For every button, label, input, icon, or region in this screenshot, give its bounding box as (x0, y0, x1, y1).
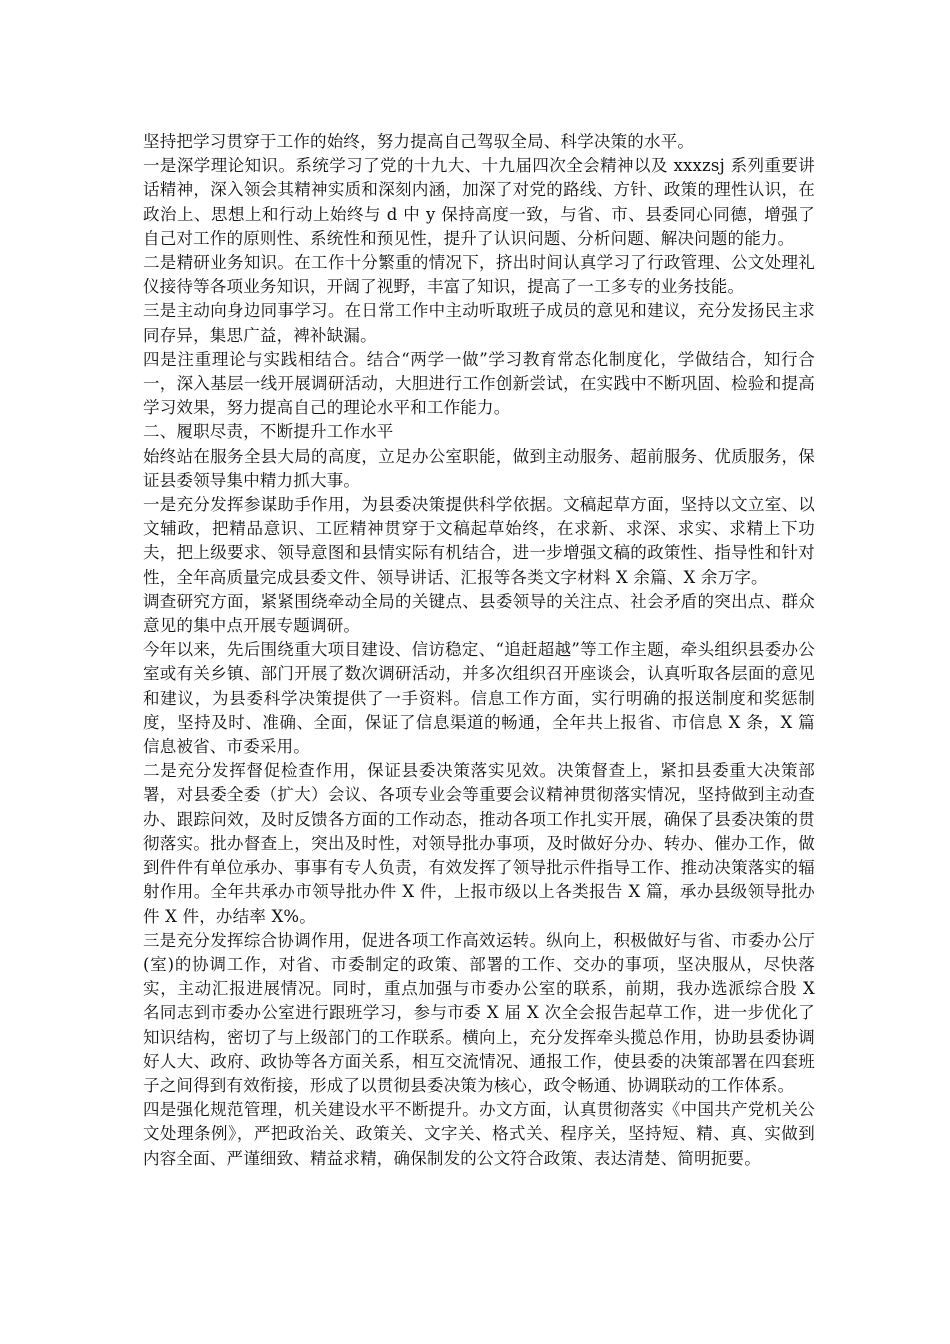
document-page (143, 130, 815, 1171)
paragraph-supervision: 二是充分发挥督促检查作用，保证县委决策落实见效。决策督查上，紧扣县委重大决策部署，对县委全委（扩大）会议、各项专业会等重要会议精神贯彻落实情况，坚持做到主动查办、跟踪问效，及时反馈各方面的工作动态，推动各项工作扎实开展，确保了县委决策的贯彻落实。批办督查上，突出及时性，对领导批办事项，及时做好分办、转办、催办工作，做到件件有单位承办、事事有专人负责，有效发挥了领导批示件指导工作、推动决策落实的辐射作用。全年共承办市领导批办件 X 件，上报市级以上各类报告 X 篇，承办县级领导批办件 X 件，办结率 X%。 (143, 761, 815, 926)
paragraph-theory-practice: 四是注重理论与实践相结合。结合“两学一做”学习教育常态化制度化，学做结合，知行合一，深入基层一线开展调研活动，大胆进行工作创新尝试，在实践中不断巩固、检验和提高学习效果，努力提高自己的理论水平和工作能力。 (143, 349, 815, 418)
paragraph-business-study: 二是精研业务知识。在工作十分繁重的情况下，挤出时间认真学习了行政管理、公文处理礼仪接待等各项业务知识，开阔了视野，丰富了知识，提高了一工多专的业务技能。 (143, 253, 815, 297)
paragraph-research-details: 今年以来，先后围绕重大项目建设、信访稳定、“追赶超越”等工作主题，牵头组织县委办公室或有关乡镇、部门开展了数次调研活动，并多次组织召开座谈会，认真听取各层面的意见和建议，为县委科学决策提供了一手资料。信息工作方面，实行明确的报送制度和奖惩制度，坚持及时、准确、全面，保证了信息渠道的畅通，全年共上报省、市信息 X 条，X 篇信息被省、市委采用。 (143, 640, 815, 757)
paragraph-management: 四是强化规范管理，机关建设水平不断提升。办文方面，认真贯彻落实《中国共产党机关公文处理条例》，严把政治关、政策关、文字关、格式关、程序关，坚持短、精、真、实做到内容全面、严谨细致、精益求精，确保制发的公文符合政策、表达清楚、简明扼要。 (143, 1100, 815, 1168)
paragraph-service-overview: 始终站在服务全县大局的高度，立足办公室职能，做到主动服务、超前服务、优质服务，保证县委领导集中精力抓大事。 (143, 446, 815, 490)
paragraph-research: 调查研究方面，紧紧围绕牵动全局的关键点、县委领导的关注点、社会矛盾的突出点、群众意见的集中点开展专题调研。 (143, 591, 815, 636)
paragraph-advisory-role: 一是充分发挥参谋助手作用，为县委决策提供科学依据。文稿起草方面，坚持以文立室、以文辅政，把精品意识、工匠精神贯穿于文稿起草始终，在求新、求深、求实、求精上下功夫，把上级要求、领导意图和县情实际有机结合，进一步增强文稿的政策性、指导性和针对性，全年高质量完成县委文件、领导讲话、汇报等各类文字材料 X 余篇、X 余万字。 (143, 495, 815, 587)
paragraph-study-summary: 坚持把学习贯穿于工作的始终，努力提高自己驾驭全局、科学决策的水平。 (143, 132, 695, 151)
paragraph-coordination: 三是充分发挥综合协调作用，促进各项工作高效运转。纵向上，积极做好与省、市委办公厅(室)的协调工作，对省、市委制定的政策、部署的工作、交办的事项，坚决服从，尽快落实，主动汇报进展情况。同时，重点加强与市委办公室的联系，前期，我办选派综合股 X 名同志到市委办公室进行跟班学习，参与市委 X 届 X 次全会报告起草工作，进一步优化了知识结构，密切了与上级部门的工作联系。横向上，充分发挥牵头揽总作用，协助县委协调好人大、政府、政协等各方面关系，相互交流情况、通报工作，使县委的决策部署在四套班子之间得到有效衔接，形成了以贯彻县委决策为核心，政令畅通、协调联动的工作体系。 (143, 930, 815, 1095)
section-heading-duty: 二、履职尽责，不断提升工作水平 (143, 422, 394, 442)
paragraph-colleague-study: 三是主动向身边同事学习。在日常工作中主动听取班子成员的意见和建议，充分发扬民主求同存异，集思广益，裨补缺漏。 (143, 301, 815, 345)
paragraph-theory-study: 一是深学理论知识。系统学习了党的十九大、十九届四次全会精神以及 xxxzsj 系列重要讲话精神，深入领会其精神实质和深刻内涵，加深了对党的路线、方针、政策的理性认识，在政治上、思想上和行动上始终与 d 中 y 保持高度一致，与省、市、县委同心同德，增强了自己对工作的原则性、系统性和预见性，提升了认识问题、分析问题、解决问题的能力。 (143, 156, 815, 248)
